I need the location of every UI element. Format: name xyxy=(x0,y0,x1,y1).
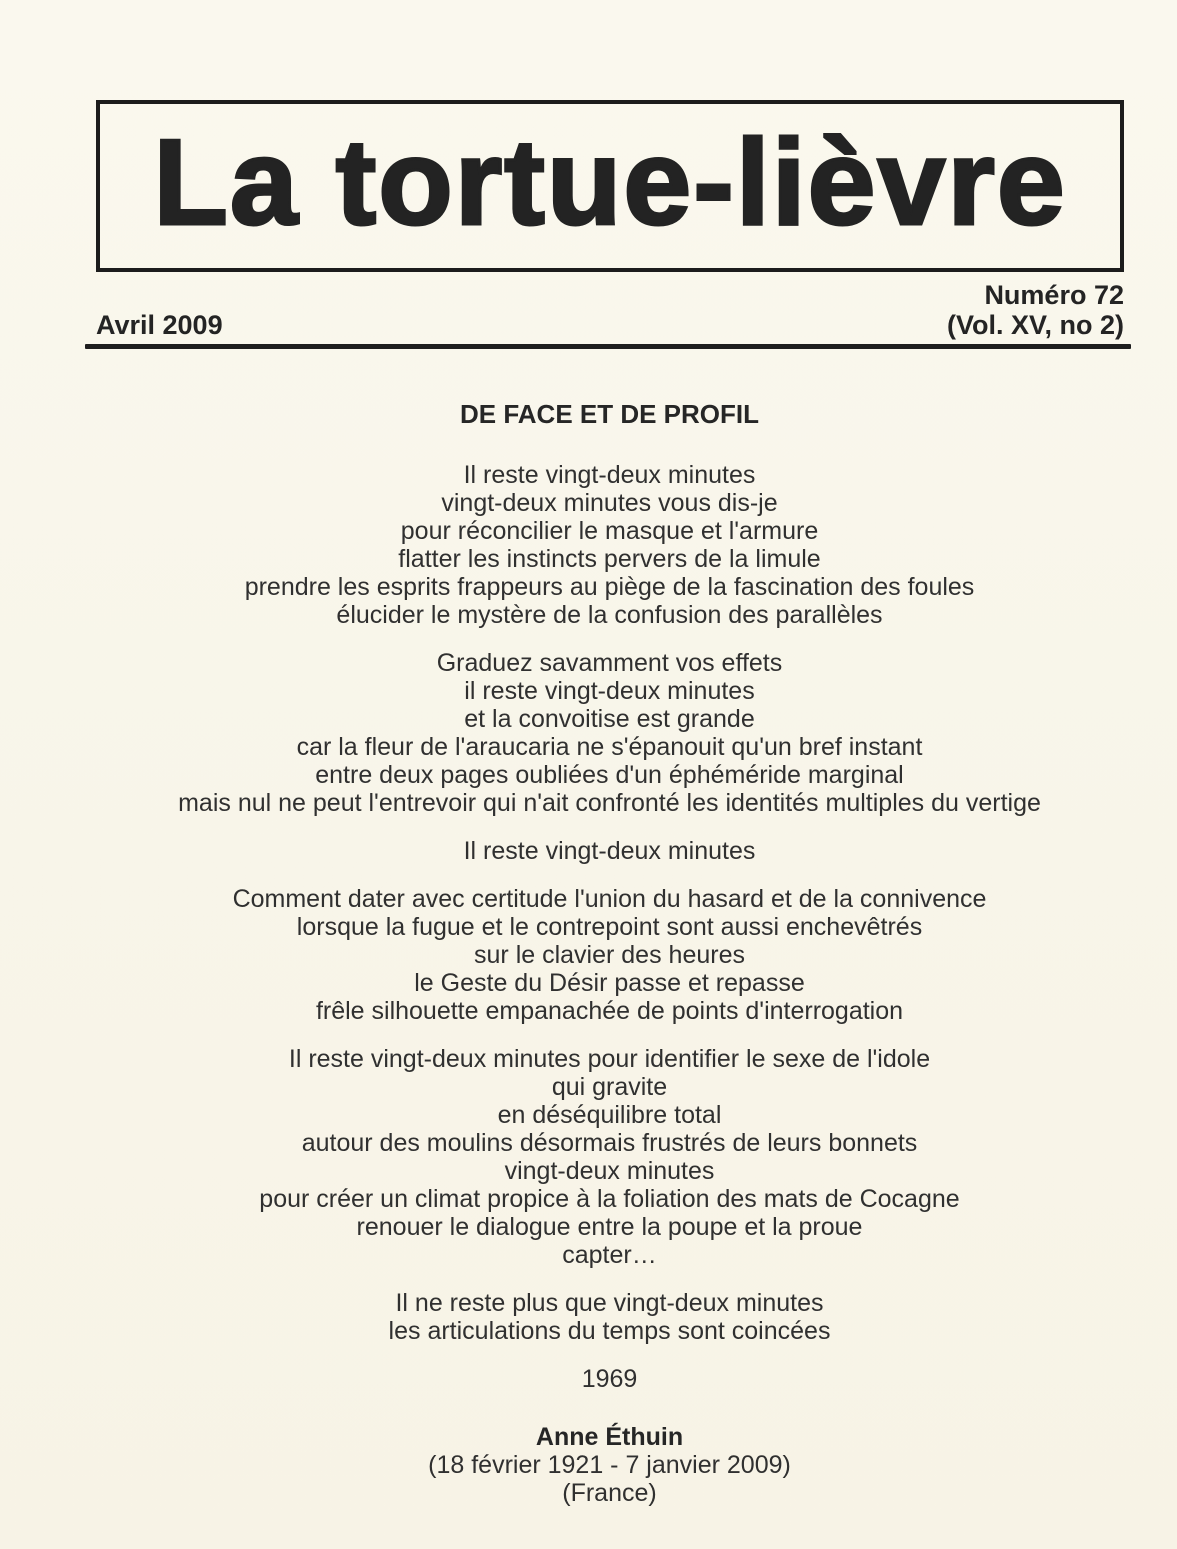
poem-year: 1969 xyxy=(581,1365,638,1393)
poem-line: pour créer un climat propice à la foliation des mats de Cocagne xyxy=(259,1185,960,1213)
poem-stanza xyxy=(21,461,1177,629)
poem-stanza xyxy=(21,837,1177,865)
poem xyxy=(21,400,1177,1507)
poem-stanzas xyxy=(21,461,1177,1345)
poem-stanza xyxy=(21,1045,1177,1269)
issue-volume: (Vol. XV, no 2) xyxy=(946,310,1124,340)
poem-line: vingt-deux minutes vous dis-je xyxy=(441,489,778,517)
author-block xyxy=(21,1423,1177,1507)
poem-line: et la convoitise est grande xyxy=(464,705,755,733)
issue-number: Numéro 72 xyxy=(984,280,1124,310)
poem-line: autour des moulins désormais frustrés de leurs bonnets xyxy=(301,1129,918,1157)
poem-stanza xyxy=(21,885,1177,1025)
poem-line: Il reste vingt-deux minutes xyxy=(463,837,756,865)
poem-title: DE FACE ET DE PROFIL xyxy=(459,399,760,429)
author-dates: (18 février 1921 - 7 janvier 2009) xyxy=(428,1451,791,1479)
poem-line: Il ne reste plus que vingt-deux minutes xyxy=(395,1289,824,1317)
poem-line: les articulations du temps sont coincées xyxy=(388,1317,831,1345)
poem-line: Il reste vingt-deux minutes xyxy=(463,461,756,489)
newsletter-title: La tortue-lièvre xyxy=(153,114,1067,250)
poem-line: frêle silhouette empanachée de points d'interrogation xyxy=(315,997,904,1025)
poem-line: qui gravite xyxy=(551,1073,668,1101)
poem-line: pour réconcilier le masque et l'armure xyxy=(400,517,819,545)
poem-line: car la fleur de l'araucaria ne s'épanouit qu'un bref instant xyxy=(296,733,923,761)
poem-line: mais nul ne peut l'entrevoir qui n'ait confronté les identités multiples du vertige xyxy=(178,789,1041,817)
masthead-box xyxy=(96,100,1124,272)
poem-line: élucider le mystère de la confusion des parallèles xyxy=(336,601,883,629)
issue-date: Avril 2009 xyxy=(96,310,223,340)
header-divider xyxy=(85,344,1131,349)
poem-line: Graduez savamment vos effets xyxy=(436,649,783,677)
poem-line: capter… xyxy=(562,1241,657,1269)
poem-line: Il reste vingt-deux minutes pour identifier le sexe de l'idole xyxy=(288,1045,931,1073)
poem-line: prendre les esprits frappeurs au piège de la fascination des foules xyxy=(244,573,975,601)
poem-line: il reste vingt-deux minutes xyxy=(464,677,755,705)
poem-line: sur le clavier des heures xyxy=(474,941,745,969)
poem-line: Comment dater avec certitude l'union du hasard et de la connivence xyxy=(232,885,987,913)
author-name: Anne Éthuin xyxy=(535,1423,684,1451)
poem-line: vingt-deux minutes xyxy=(504,1157,715,1185)
poem-line: en déséquilibre total xyxy=(497,1101,722,1129)
issue-info xyxy=(947,280,1124,340)
poem-line: renouer le dialogue entre la poupe et la proue xyxy=(356,1213,863,1241)
poem-line: le Geste du Désir passe et repasse xyxy=(414,969,805,997)
poem-stanza xyxy=(21,1289,1177,1345)
author-country: (France) xyxy=(562,1479,657,1507)
poem-stanza xyxy=(21,649,1177,817)
poem-line: lorsque la fugue et le contrepoint sont aussi enchevêtrés xyxy=(296,913,923,941)
issue-header-row xyxy=(96,280,1124,340)
poem-line: entre deux pages oubliées d'un éphéméride marginal xyxy=(315,761,904,789)
poem-line: flatter les instincts pervers de la limule xyxy=(398,545,821,573)
